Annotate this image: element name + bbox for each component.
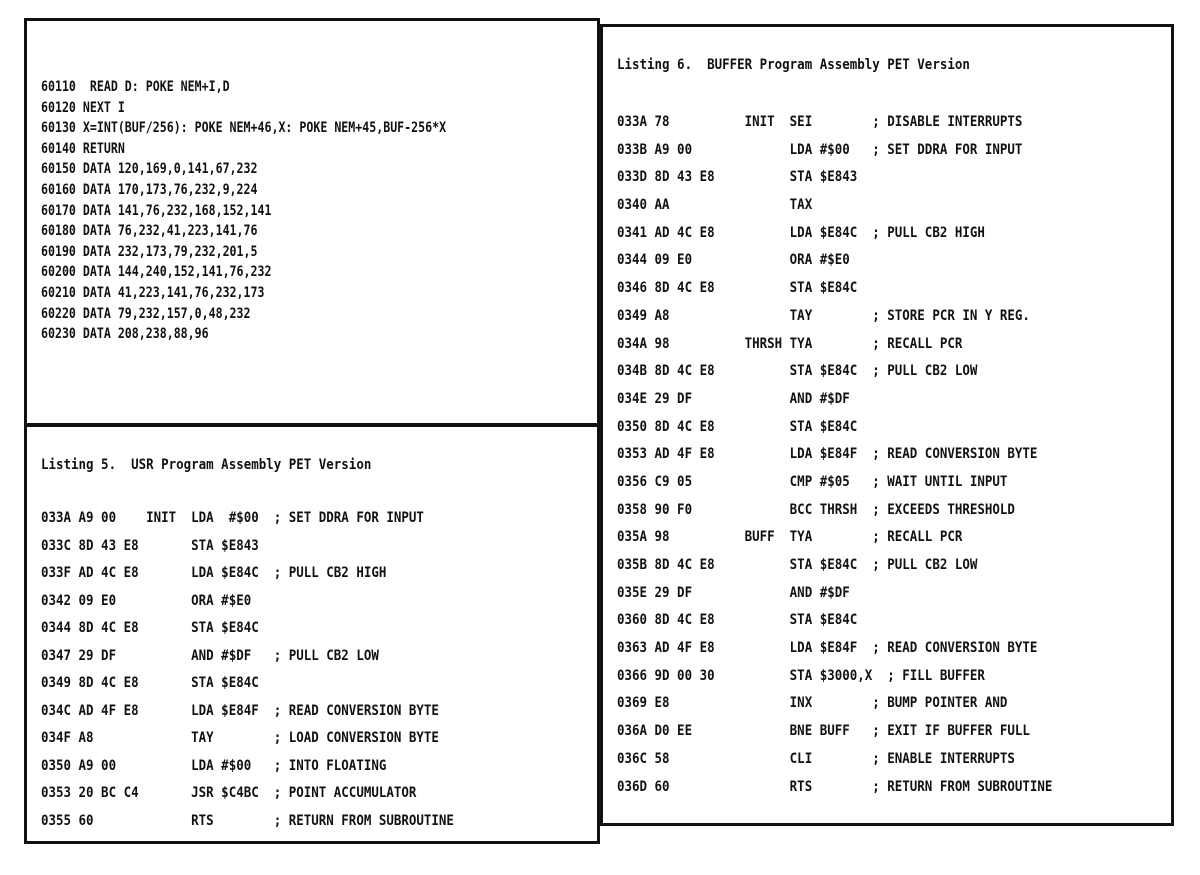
listing-6-lines [617,109,1167,801]
code-line: 033C 8D 43 E8 STA $E843 [41,537,259,554]
code-line: 0349 8D 4C E8 STA $E84C [41,675,259,691]
code-line: 033A A9 00 INIT LDA #$00 ; SET DDRA FOR INPUT [41,510,424,526]
listing-5-lines [41,505,593,835]
code-line: 60190 DATA 232,173,79,232,201,5 [41,243,258,260]
code-line: 0369 E8 INX ; BUMP POINTER AND [617,695,1008,712]
basic-listing-lines [41,77,593,345]
code-line: 60210 DATA 41,223,141,76,232,173 [41,284,265,301]
code-line: 034B 8D 4C E8 STA $E84C ; PULL CB2 LOW [617,363,978,380]
code-line: 60170 DATA 141,76,232,168,152,141 [41,202,272,219]
code-line: 0353 AD 4F E8 LDA $E84F ; READ CONVERSION BYTE [617,446,1038,463]
code-line: 0346 8D 4C E8 STA $E84C [617,280,858,297]
code-line: 60140 RETURN [41,140,125,157]
code-line: 0363 AD 4F E8 LDA $E84F ; READ CONVERSION BYTE [617,640,1038,657]
code-line: 0355 60 RTS ; RETURN FROM SUBROUTINE [41,812,454,829]
code-line: 60200 DATA 144,240,152,141,76,232 [41,264,272,281]
code-line: 033F AD 4C E8 LDA $E84C ; PULL CB2 HIGH [41,565,387,581]
code-line: 034C AD 4F E8 LDA $E84F ; READ CONVERSION BYTE [41,702,439,719]
code-line: 0347 29 DF AND #$DF ; PULL CB2 LOW [41,647,379,664]
code-line: 0340 AA TAX [617,197,813,214]
code-line: 034E 29 DF AND #$DF [617,390,850,407]
code-line: 0341 AD 4C E8 LDA $E84C ; PULL CB2 HIGH [617,224,985,241]
code-line: 033A 78 INIT SEI ; DISABLE INTERRUPTS [617,114,1023,130]
code-line: 0356 C9 05 CMP #$05 ; WAIT UNTIL INPUT [617,473,1008,490]
basic-listing-panel [24,18,600,426]
code-line: 0344 8D 4C E8 STA $E84C [41,620,259,636]
listing-6-title: Listing 6. BUFFER Program Assembly PET Version [617,57,970,73]
code-line: 60180 DATA 76,232,41,223,141,76 [41,223,258,240]
code-line: 033B A9 00 LDA #$00 ; SET DDRA FOR INPUT [617,141,1023,158]
code-line: 0350 8D 4C E8 STA $E84C [617,418,858,435]
code-line: 0360 8D 4C E8 STA $E84C [617,612,858,629]
code-line: 60160 DATA 170,173,76,232,9,224 [41,181,258,198]
code-line: 0342 09 E0 ORA #$E0 [41,592,252,609]
listing-5-title: Listing 5. USR Program Assembly PET Version [41,457,372,473]
code-line: 033D 8D 43 E8 STA $E843 [617,169,858,186]
code-line: 036C 58 CLI ; ENABLE INTERRUPTS [617,750,1015,767]
listing-6-panel [600,24,1174,826]
code-line: 0358 90 F0 BCC THRSH ; EXCEEDS THRESHOLD [617,501,1015,518]
code-line: 034F A8 TAY ; LOAD CONVERSION BYTE [41,730,439,746]
code-line: 036D 60 RTS ; RETURN FROM SUBROUTINE [617,778,1053,795]
code-line: 034A 98 THRSH TYA ; RECALL PCR [617,335,963,352]
code-line: 60110 READ D: POKE NEM+I,D [41,79,230,95]
code-line: 0366 9D 00 30 STA $3000,X ; FILL BUFFER [617,667,985,684]
code-line: 60150 DATA 120,169,0,141,67,232 [41,161,258,178]
code-line: 0349 A8 TAY ; STORE PCR IN Y REG. [617,307,1030,324]
code-line: 035E 29 DF AND #$DF [617,584,850,601]
code-line: 60130 X=INT(BUF/256): POKE NEM+46,X: POKE NEM+45,BUF-256*X [41,120,447,137]
code-line: 0353 20 BC C4 JSR $C4BC ; POINT ACCUMULATOR [41,785,417,801]
code-line: 035B 8D 4C E8 STA $E84C ; PULL CB2 LOW [617,557,978,573]
code-line: 036A D0 EE BNE BUFF ; EXIT IF BUFFER FULL [617,723,1030,740]
code-line: 0350 A9 00 LDA #$00 ; INTO FLOATING [41,757,387,774]
listing-5-panel [24,424,600,844]
code-line: 60230 DATA 208,238,88,96 [41,326,209,343]
code-line: 60120 NEXT I [41,99,125,116]
code-line: 0344 09 E0 ORA #$E0 [617,252,850,269]
code-line: 60220 DATA 79,232,157,0,48,232 [41,305,251,322]
code-line: 035A 98 BUFF TYA ; RECALL PCR [617,529,963,546]
